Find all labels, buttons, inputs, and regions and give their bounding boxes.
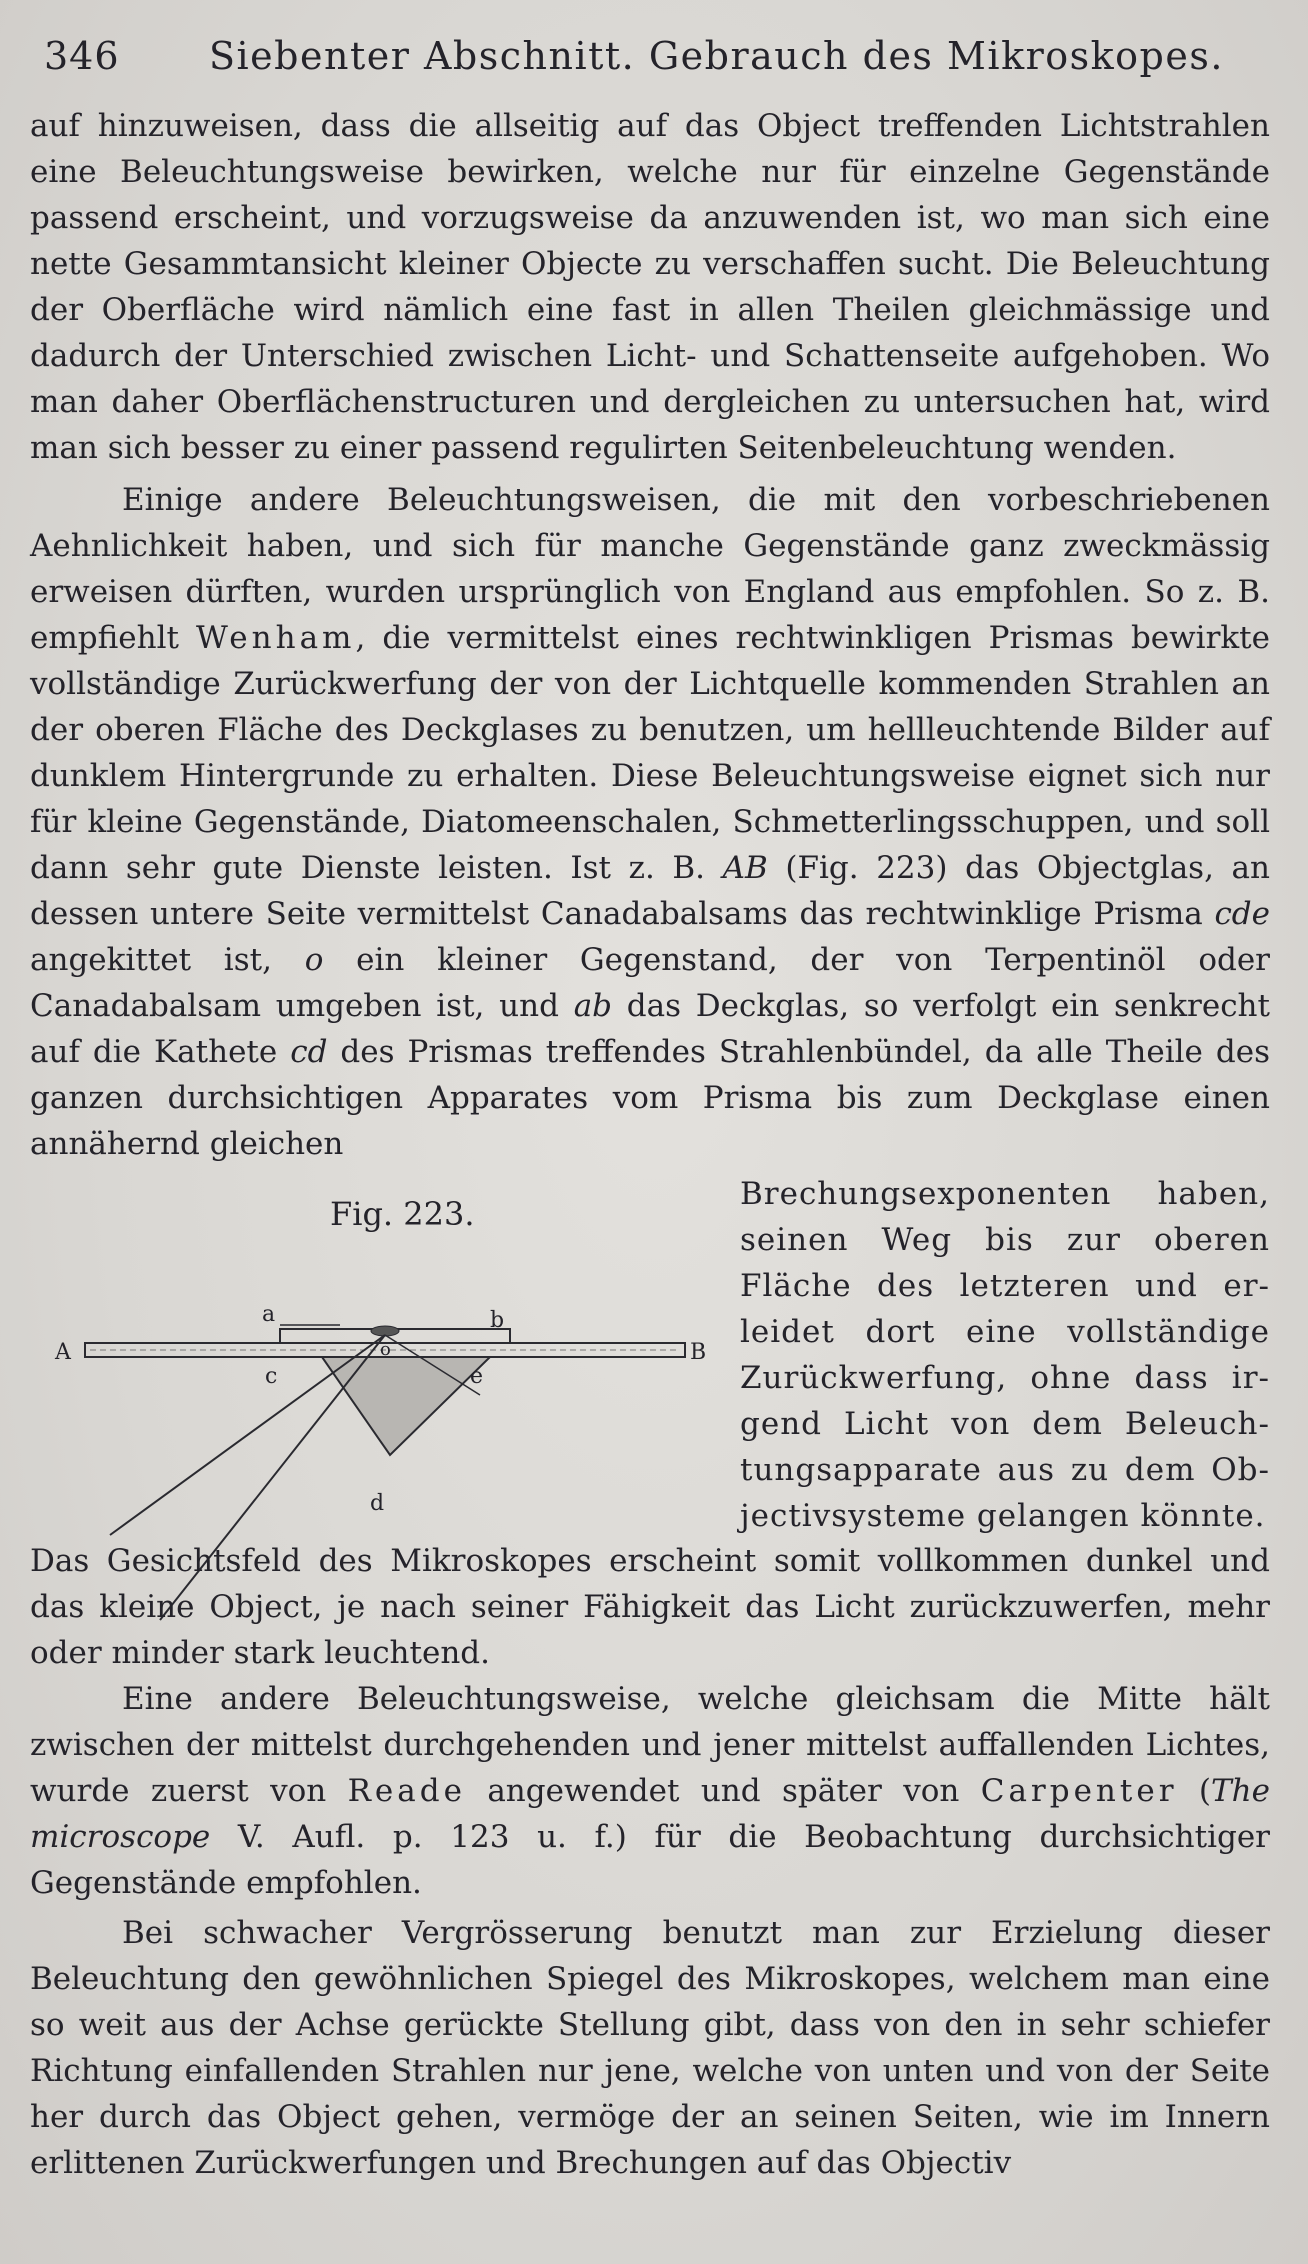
side-line: seinen Weg bis zur oberen	[740, 1222, 1270, 1258]
author-wenham: Wenham	[195, 620, 356, 656]
side-line: gend Licht von dem Beleuch-	[740, 1406, 1270, 1442]
page-number: 346	[44, 34, 120, 78]
paragraph-2-end: Das Gesichtsfeld des Mikroskopes erscheint somit vollkommen dunkel und das kleine Object, je nach seiner Fähigkeit das Licht zurückzuwerfen, mehr oder minder stark leuchtend.	[30, 1543, 1270, 1671]
running-title: Siebenter Abschnitt. Gebrauch des Mikroskopes.	[209, 34, 1224, 78]
running-header	[44, 30, 1254, 82]
author-reade: Reade	[347, 1773, 466, 1809]
side-line: leidet dort eine vollständige	[740, 1314, 1270, 1350]
label-c: c	[265, 1364, 278, 1389]
paragraph-3: Eine andere Beleuchtungsweise, welche gleichsam die Mitte hält zwischen der mittelst durchgehenden und jener mittelst auffallenden Lichtes, wurde zuerst von Reade angewendet und später von Carpenter (The microscope V. Aufl. p. 123 u. f.) für die Beobachtung durchsichtiger Gegenstände empfohlen.	[30, 1681, 1270, 1901]
label-e: e	[470, 1364, 484, 1389]
author-carpenter: Carpenter	[980, 1773, 1178, 1809]
label-A: A	[55, 1340, 71, 1365]
figure-caption: Fig. 223.	[330, 1195, 475, 1233]
label-b: b	[490, 1308, 505, 1333]
paragraph-2: Einige andere Beleuchtungsweisen, die mit den vorbeschriebenen Aehnlichkeit haben, und sich für manche Gegenstände ganz zweckmässig erweisen dürften, wurden ursprünglich von England aus empfohlen. So z. B. empfiehlt Wenham, die vermittelst eines rechtwinkligen Prismas bewirkte vollständige Zurückwerfung der von der Lichtquelle kommenden Strahlen an der oberen Fläche des Deckglases zu benutzen, um hellleuchtende Bilder auf dunklem Hintergrunde zu erhalten. Diese Beleuchtungsweise eignet sich nur für kleine Gegenstände, Diatomeenschalen, Schmetterlingsschuppen, und soll dann sehr gute Dienste leisten. Ist z. B. AB (Fig. 223) das Objectglas, an dessen untere Seite vermittelst Canadabalsams das rechtwinklige Prisma cde angekittet ist, o ein kleiner Gegenstand, der von Terpentinöl oder Canadabalsam umgeben ist, und ab das Deckglas, so verfolgt ein senkrecht auf die Kathete cd des Prismas treffendes Strahlenbündel, da alle Theile des ganzen durchsichtigen Apparates vom Prisma bis zum Deckglase einen annähernd gleichen	[30, 482, 1270, 1162]
side-line: Fläche des letzteren und er-	[740, 1268, 1270, 1304]
label-o: o	[380, 1339, 391, 1360]
label-a: a	[262, 1302, 276, 1327]
side-line: jectivsysteme gelangen könnte.	[740, 1498, 1266, 1534]
paragraph-1: auf hinzuweisen, dass die allseitig auf das Object treffenden Lichtstrahlen eine Beleuchtungsweise bewirken, welche nur für einzelne Gegenstände passend erscheint, und vorzugsweise da anzuwenden ist, wo man sich eine nette Gesammtansicht kleiner Objecte zu verschaffen sucht. Die Beleuchtung der Oberfläche wird nämlich eine fast in allen Theilen gleichmässige und dadurch der Unterschied zwischen Licht- und Schattenseite aufgehoben. Wo man daher Oberflächenstructuren und dergleichen zu untersuchen hat, wird man sich besser zu einer passend regulirten Seitenbeleuchtung wenden.	[30, 108, 1270, 466]
label-d: d	[370, 1491, 385, 1516]
book-title: The microscope	[30, 1773, 1270, 1855]
side-line: Zurückwerfung, ohne dass ir-	[740, 1360, 1270, 1396]
side-line: tungsapparate aus zu dem Ob-	[740, 1452, 1270, 1488]
side-line: Brechungsexponenten haben,	[740, 1176, 1270, 1212]
paragraph-4: Bei schwacher Vergrösserung benutzt man zur Erzielung dieser Beleuchtung den gewöhnlichen Spiegel des Mikroskopes, welchem man eine so weit aus der Achse gerückte Stellung gibt, dass von den in sehr schiefer Richtung einfallenden Strahlen nur jene, welche von unten und von der Seite her durch das Object gehen, vermöge der an seinen Seiten, wie im Innern erlittenen Zurückwerfungen und Brechungen auf das Objectiv	[30, 1915, 1270, 2181]
label-B: B	[690, 1340, 707, 1365]
figure-side-text	[740, 1171, 1270, 1539]
